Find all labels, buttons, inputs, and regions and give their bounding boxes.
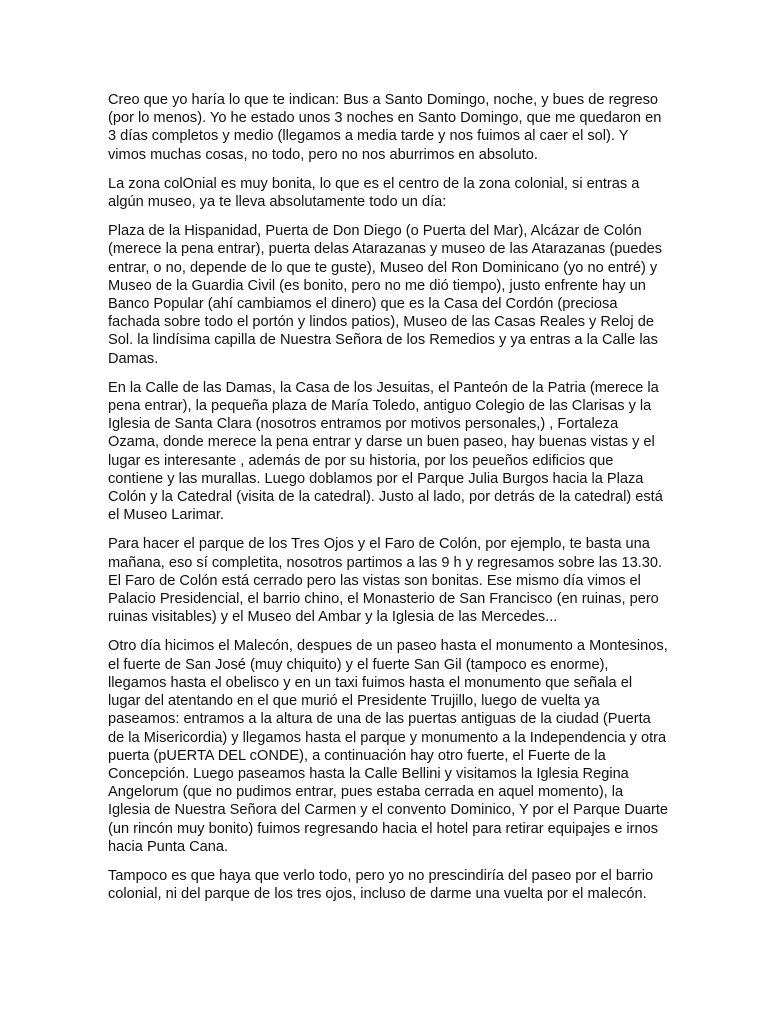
paragraph-intro: Creo que yo haría lo que te indican: Bus a Santo Domingo, noche, y bues de regreso (por lo menos). Yo he estado unos 3 noches en Santo Domingo, que me quedaron en 3 días completos y medio (llegamos a media tarde y nos fuimos al caer el sol). Y vimos muchas cosas, no todo, pero no nos aburrimos en absoluto.: [108, 92, 662, 163]
paragraph-conclusion: Tampoco es que haya que verlo todo, pero yo no prescindiría del paseo por el barrio colonial, ni del parque de los tres ojos, incluso de darme una vuelta por el malecón.: [108, 867, 654, 903]
paragraph-malecon: Otro día hicimos el Malecón, despues de un paseo hasta el monumento a Montesinos, el fuerte de San José (muy chiquito) y el fuerte San Gil (tampoco es enorme), llegamos hasta el obelisco y en un taxi fuimos hasta el monumento que señala el lugar del atentando en el que murió el Presidente Trujillo, luego de vuelta ya paseamos: entramos a la altura de una de las puertas antiguas de la ciudad (Puerta de la Misericordia) y llegamos hasta el parque y monumento a la Independencia y otra puerta (pUERTA DEL cONDE), a continuación hay otro fuerte, el Fuerte de la Concepción. Luego paseamos hasta la Calle Bellini y visitamos la Iglesia Regina Angelorum (que no pudimos entrar, pues estaba cerrada en aquel momento), la Iglesia de Nuestra Señora del Carmen y el convento Dominico, Y por el Parque Duarte (un rincón muy bonito) fuimos regresando hacia el hotel para retirar equipajes e irnos hacia Punta Cana.: [108, 638, 669, 855]
document-page: [108, 91, 668, 914]
paragraph-tres-ojos: Para hacer el parque de los Tres Ojos y el Faro de Colón, por ejemplo, te basta una mañana, eso sí completita, nosotros partimos a las 9 h y regresamos sobre las 13.30. El Faro de Colón está cerrado pero las vistas son bonitas. Ese mismo día vimos el Palacio Presidencial, el barrio chino, el Monasterio de San Francisco (en ruinas, pero ruinas visitables) y el Museo del Ambar y la Iglesia de las Mercedes...: [108, 536, 663, 626]
paragraph-hispanidad: Plaza de la Hispanidad, Puerta de Don Diego (o Puerta del Mar), Alcázar de Colón (merece la pena entrar), puerta delas Atarazanas y museo de las Atarazanas (puedes entrar, o no, depende de lo que te guste), Museo del Ron Dominicano (yo no entré) y Museo de la Guardia Civil (es bonito, pero no me dió tiempo), justo enfrente hay un Banco Popular (ahí cambiamos el dinero) que es la Casa del Cordón (preciosa fachada sobre todo el portón y lindos patios), Museo de las Casas Reales y Reloj de Sol. la lindísima capilla de Nuestra Señora de los Remedios y ya entras a la Calle las Damas.: [108, 223, 663, 367]
paragraph-colonial-zone: La zona colOnial es muy bonita, lo que es el centro de la zona colonial, si entras a algún museo, ya te lleva absolutamente todo un día:: [108, 175, 640, 211]
paragraph-calle-damas: En la Calle de las Damas, la Casa de los Jesuitas, el Panteón de la Patria (merece la pena entrar), la pequeña plaza de María Toledo, antiguo Colegio de las Clarisas y la Iglesia de Santa Clara (nosotros entramos por motivos personales,) , Fortaleza Ozama, donde merece la pena entrar y darse un buen paseo, hay buenas vistas y el lugar es interesante , además de por su historia, por los peueños edificios que contiene y las murallas. Luego doblamos por el Parque Julia Burgos hacia la Plaza Colón y la Catedral (visita de la catedral). Justo al lado, por detrás de la catedral) está el Museo Larimar.: [108, 379, 663, 524]
